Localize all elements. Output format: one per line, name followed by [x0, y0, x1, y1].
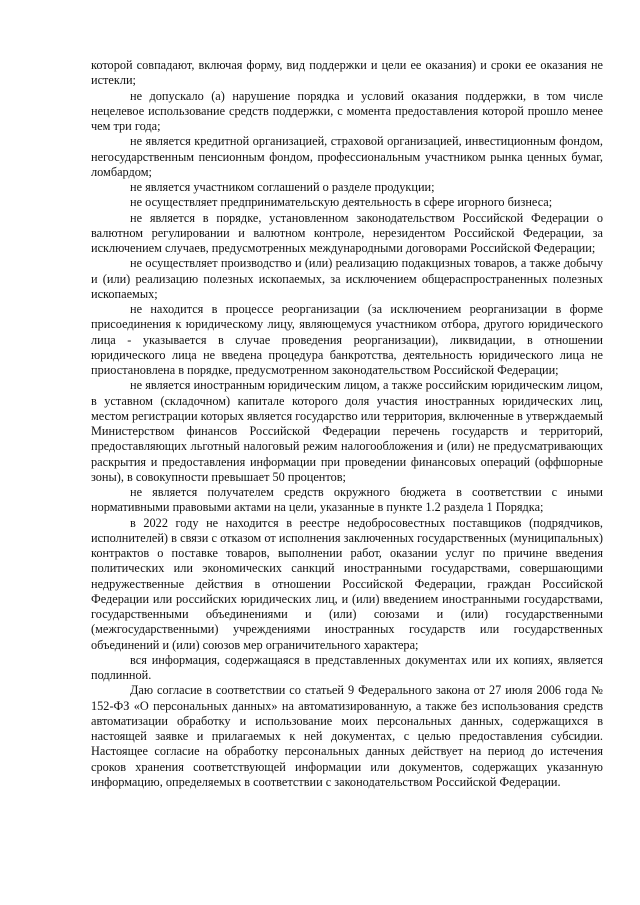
paragraph-support-violation: не допускало (а) нарушение порядка и условий оказания поддержки, в том числе нецелевое использование средств поддержки, с момента предоставления которой прошло менее чем три года; [91, 88, 603, 133]
paragraph-not-nonresident: не является в порядке, установленном законодательством Российской Федерации о валютном регулировании и валютном контроле, нерезидентом Российской Федерации, за исключением случаев, предусмотренных международными договорами Российской Федерации; [91, 210, 603, 255]
document-page [91, 58, 603, 790]
paragraph-not-foreign-entity: не является иностранным юридическим лицом, а также российским юридическим лицом, в уставном (складочном) капитале которого доля участия иностранных юридических лиц, местом регистрации которых является государство или территория, включенные в утверждаемый Министерством финансов Российской Федерации перечень государств и территорий, предоставляющих льготный налоговый режим налогообложения и (или) не предусматривающих раскрытия и предоставления информации при проведении финансовых операций (оффшорные зоны), в совокупности превышает 50 процентов; [91, 378, 603, 484]
paragraph-not-budget-recipient: не является получателем средств окружного бюджета в соответствии с иными нормативными правовыми актами на цели, указанные в пункте 1.2 раздела 1 Порядка; [91, 485, 603, 515]
paragraph-no-gambling: не осуществляет предпринимательскую деятельность в сфере игорного бизнеса; [130, 195, 553, 210]
paragraph-not-psa-participant: не является участником соглашений о разделе продукции; [130, 180, 435, 194]
paragraph-not-credit-org: не является кредитной организацией, страховой организацией, инвестиционным фондом, негосударственным пенсионным фондом, профессиональным участником рынка ценных бумаг, ломбардом; [91, 134, 603, 179]
paragraph-no-reorganization: не находится в процессе реорганизации (за исключением реорганизации в форме присоединения к юридическому лицу, являющемуся участником отбора, другого юридического лица - указывается в случае проведения реорганизации), ликвидации, в отношении юридического лица не введена процедура банкротства, деятельность юридического лица не приостановлена в порядке, предусмотренном законодательством Российской Федерации; [91, 302, 603, 377]
paragraph-info-authentic: вся информация, содержащаяся в представленных документах или их копиях, является подлинной. [91, 652, 603, 682]
paragraph-not-in-registry: в 2022 году не находится в реестре недобросовестных поставщиков (подрядчиков, исполнителей) в связи с отказом от исполнения заключенных государственных (муниципальных) контрактов о поставке товаров, выполнении работ, оказании услуг по причине введения политических или экономических санкций иностранными государствами, совершающими недружественные действия в отношении Российской Федерации, граждан Российской Федерации или российских юридических лиц, и (или) введением иностранными государствами, государственными объединениями и (или) союзами и (или) государственными (межгосударственными) учреждениями иностранных государств или государственных объединений и (или) союзов мер ограничительного характера; [91, 515, 603, 652]
paragraph-no-excise-goods: не осуществляет производство и (или) реализацию подакцизных товаров, а также добычу и (или) реализацию полезных ископаемых, за исключением общераспространенных полезных ископаемых; [91, 256, 603, 301]
paragraph-continuation: которой совпадают, включая форму, вид поддержки и цели ее оказания) и сроки ее оказания не истекли; [91, 58, 603, 88]
paragraph-personal-data-consent: Даю согласие в соответствии со статьей 9 Федерального закона от 27 июля 2006 года № 152-ФЗ «О персональных данных» на автоматизированную, а также без использования средств автоматизации обработку и использование моих персональных данных, содержащихся в настоящей заявке и прилагаемых к ней документах, с целью предоставления субсидии. Настоящее согласие на обработку персональных данных действует на период до истечения сроков хранения соответствующей информации или документов, содержащих указанную информацию, определяемых в соответствии с законодательством Российской Федерации. [91, 683, 603, 789]
